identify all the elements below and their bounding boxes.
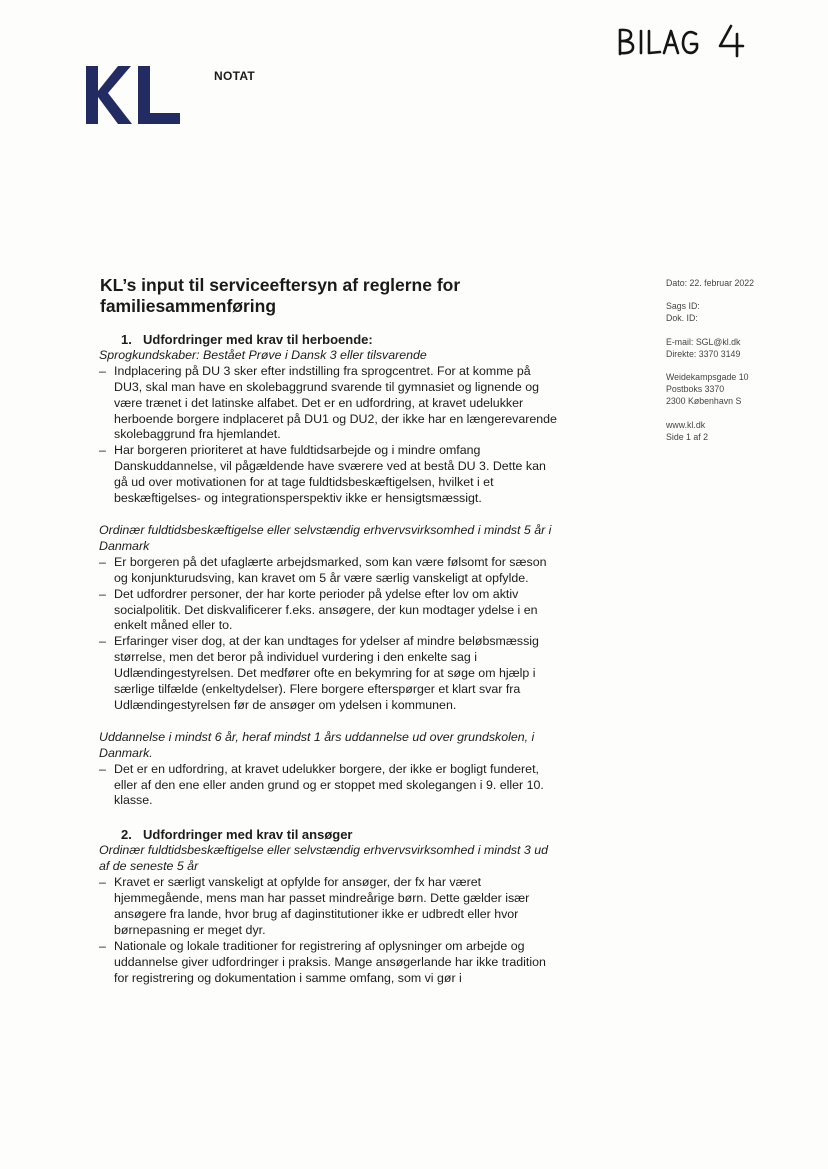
bullet-list xyxy=(99,555,559,714)
subsection-title: Ordinær fuldtidsbeskæftigelse eller selvstændig erhvervsvirksomhed i mindst 5 år i Danmark xyxy=(99,522,552,553)
document-metadata xyxy=(666,277,806,453)
section-heading: 1. Udfordringer med krav til herboende: xyxy=(121,332,373,347)
address-line: 2300 København S xyxy=(666,396,742,407)
list-item: – Det udfordrer personer, der har korte perioder på ydelse efter lov om aktiv socialpolitik. Det diskvalificerer f.eks. ansøgere, der kun modtager ydelse i en enkelt måned eller to. xyxy=(99,587,559,635)
website-text: www.kl.dk xyxy=(666,419,706,430)
subsection-title: Uddannelse i mindst 6 år, heraf mindst 1 års uddannelse ud over grundskolen, i Danmark. xyxy=(99,729,535,760)
bullet-list xyxy=(99,875,559,986)
address-line: Weidekampsgade 10 xyxy=(666,372,749,383)
contact-email: E-mail: SGL@kl.dk xyxy=(666,336,741,347)
list-item: – Nationale og lokale traditioner for registrering af oplysninger om arbejde og uddannelse giver udfordringer i praksis. Mange ansøgerlande har ikke tradition for registrering og dokumentation i samme omfang, som vi gør i xyxy=(99,939,559,987)
date-text: Dato: 22. februar 2022 xyxy=(666,278,755,288)
page-number: Side 1 af 2 xyxy=(666,431,709,442)
list-item: – Kravet er særligt vanskeligt at opfylde for ansøger, der fx har været hjemmegående, mens man har passet mindreårige børn. Dette gælder især ansøgere fra lande, hvor brug af daginstitutioner ikke er udbredt eller hvor børnepasning er meget dyr. xyxy=(99,875,559,939)
contact-phone: Direkte: 3370 3149 xyxy=(666,348,741,359)
section-heading: 2. Udfordringer med krav til ansøger xyxy=(121,827,353,843)
list-item: – Erfaringer viser dog, at der kan undtages for ydelser af mindre beløbsmæssig størrelse, men det beror på individuel vurdering i den enkelte sag i Udlændingestyrelsen. Det medfører ofte en bekymring for at søge om hjælp i særlige tilfælde (enkeltydelser). Flere borgere efterspørger et klart svar fra Udlændingestyrelsen før de ansøger om ydelsen i kommunen. xyxy=(99,634,559,714)
list-item: – Indplacering på DU 3 sker efter indstilling fra sprogcentret. For at komme på DU3, skal man have en skolebaggrund svarende til gymnasiet og lignende og være trænet i det latinske alfabet. Det er en udfordring, at kravet udelukker herboende borgere indplaceret på DU1 og DU2, der ikke har en længerevarende skolebaggrund fra hjemlandet. xyxy=(99,364,559,444)
list-item: – Det er en udfordring, at kravet udelukker borgere, der ikke er bogligt funderet, eller af den ene eller anden grund og er stoppet med skolegangen i 9. eller 10. klasse. xyxy=(99,762,559,810)
list-item: – Er borgeren på det ufaglærte arbejdsmarked, som kan være følsomt for sæson og konjunkturudsving, kan kravet om 5 år være særlig vanskeligt at opfylde. xyxy=(99,555,559,587)
page-title: KL’s input til serviceeftersyn af reglerne for familiesammenføring xyxy=(100,275,461,316)
address-line: Postboks 3370 xyxy=(666,384,725,395)
document-body xyxy=(99,332,559,986)
bullet-list xyxy=(99,364,559,507)
case-id-label: Sags ID: xyxy=(666,301,700,312)
kl-logo xyxy=(86,66,182,124)
subsection-title: Sprogkundskaber: Bestået Prøve i Dansk 3 eller tilsvarende xyxy=(99,347,427,362)
handwritten-annotation xyxy=(616,20,756,58)
subsection-title: Ordinær fuldtidsbeskæftigelse eller selvstændig erhvervsvirksomhed i mindst 3 ud af de seneste 5 år xyxy=(99,843,549,874)
bullet-list xyxy=(99,762,559,810)
list-item: – Har borgeren prioriteret at have fuldtidsarbejde og i mindre omfang Danskuddannelse, vil pågældende have sværere ved at bestå DU 3. Dette kan gå ud over motivationen for at tage fuldtidsbeskæftigelsen, hvilket i et beskæftigelses- og integrationsperspektiv ikke er hensigtsmæssigt. xyxy=(99,443,559,507)
document-id-label: Dok. ID: xyxy=(666,313,698,324)
document-type: NOTAT xyxy=(214,69,256,83)
